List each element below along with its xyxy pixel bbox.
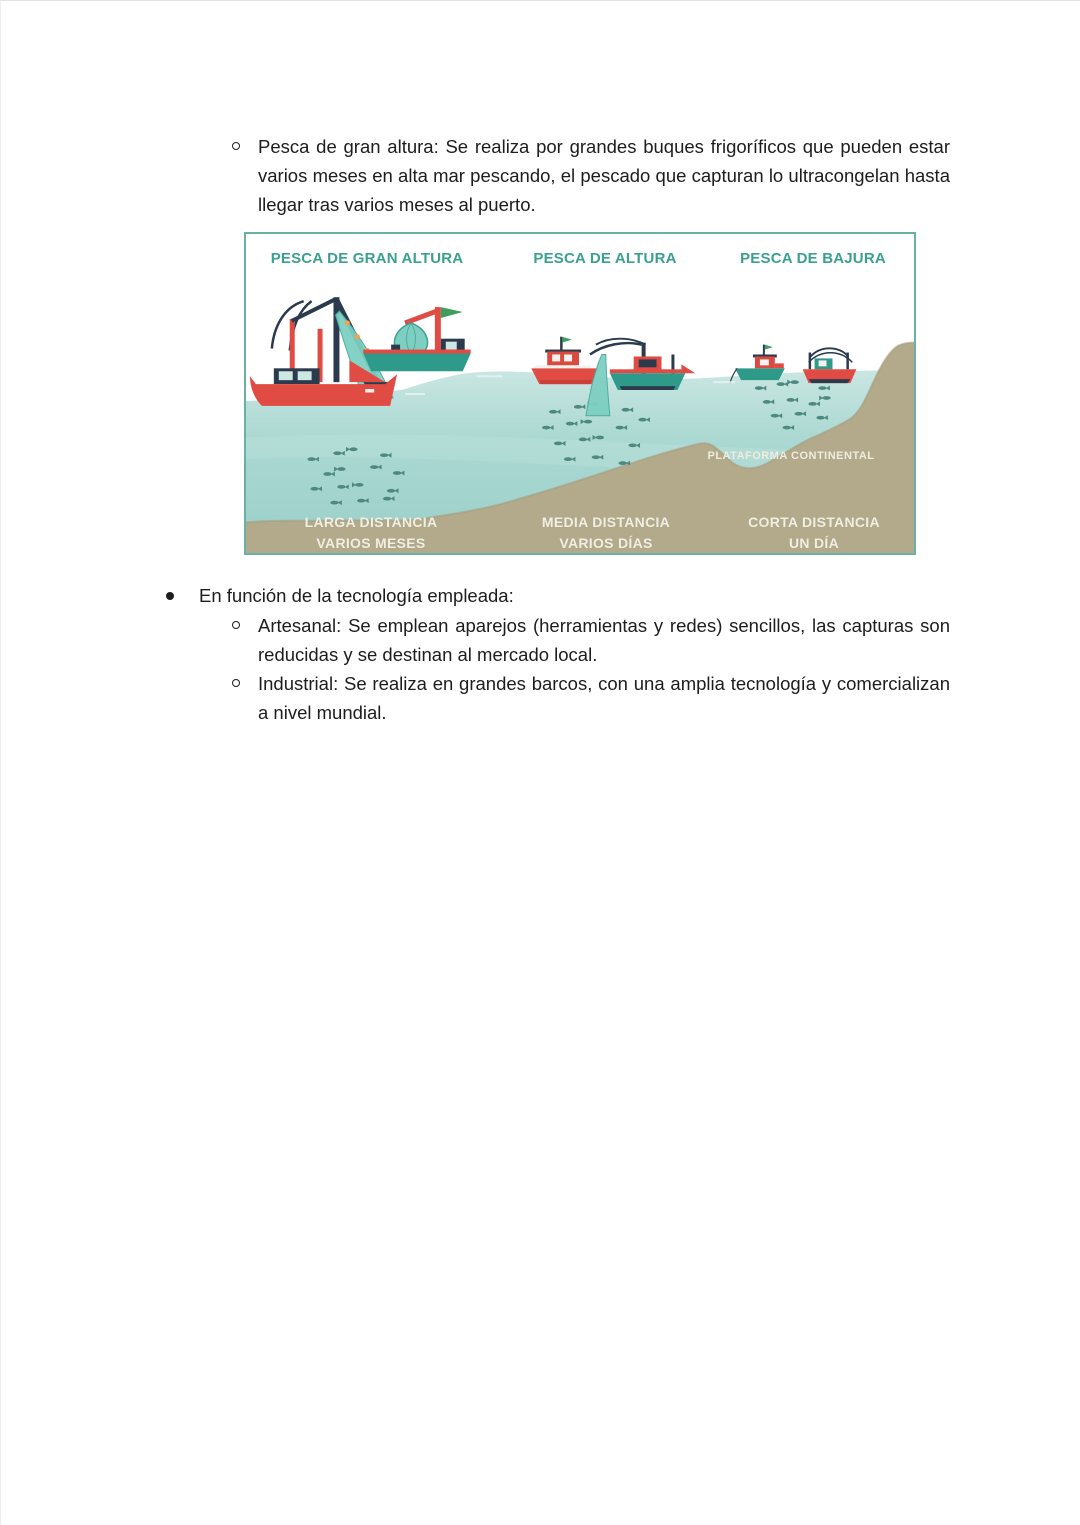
duration-label: VARIOS DÍAS bbox=[559, 535, 653, 551]
paragraph-pesca-gran-altura: Pesca de gran altura: Se realiza por grandes buques frigoríficos que pueden estar varios meses en alta mar pescando, el pescado que capturan lo ultracongelan hasta llegar tras varios meses al puerto. bbox=[258, 136, 950, 215]
hollow-bullet-icon bbox=[232, 621, 240, 629]
continental-shelf-label: PLATAFORMA CONTINENTAL bbox=[707, 450, 875, 462]
figure-title-bajura: PESCA DE BAJURA bbox=[740, 250, 886, 267]
duration-label: VARIOS MESES bbox=[316, 535, 426, 551]
figure-label-larga-distancia bbox=[305, 512, 438, 554]
list-item-tecnologia bbox=[166, 581, 514, 610]
paragraph-artesanal: Artesanal: Se emplean aparejos (herramientas y redes) sencillos, las capturas son reducidas y se destinan al mercado local. bbox=[258, 615, 950, 665]
list-item-industrial bbox=[232, 669, 950, 727]
fishing-scene-illustration bbox=[246, 234, 914, 553]
distance-label: MEDIA DISTANCIA bbox=[541, 514, 671, 530]
duration-label: UN DÍA bbox=[788, 535, 840, 551]
solid-bullet-icon bbox=[166, 592, 174, 600]
figure-title-gran-altura: PESCA DE GRAN ALTURA bbox=[270, 250, 464, 267]
hollow-bullet-icon bbox=[232, 142, 240, 150]
distance-label: LARGA DISTANCIA bbox=[304, 514, 438, 530]
figure-label-corta-distancia bbox=[748, 512, 880, 554]
list-item-pesca-gran-altura bbox=[232, 132, 950, 219]
fishing-types-infographic bbox=[244, 232, 916, 555]
paragraph-industrial: Industrial: Se realiza en grandes barcos, con una amplia tecnología y comercializan a nivel mundial. bbox=[258, 673, 950, 723]
cargo-ship-teal-crane bbox=[363, 307, 470, 371]
list-item-artesanal bbox=[232, 611, 950, 669]
hollow-bullet-icon bbox=[232, 679, 240, 687]
fishing-boat-red-mid bbox=[531, 337, 599, 384]
paragraph-tecnologia: En función de la tecnología empleada: bbox=[199, 585, 514, 606]
distance-label: CORTA DISTANCIA bbox=[748, 514, 880, 530]
figure-title-altura: PESCA DE ALTURA bbox=[533, 250, 677, 267]
figure-label-media-distancia bbox=[542, 512, 670, 554]
small-boat-red-bajura bbox=[803, 348, 857, 383]
